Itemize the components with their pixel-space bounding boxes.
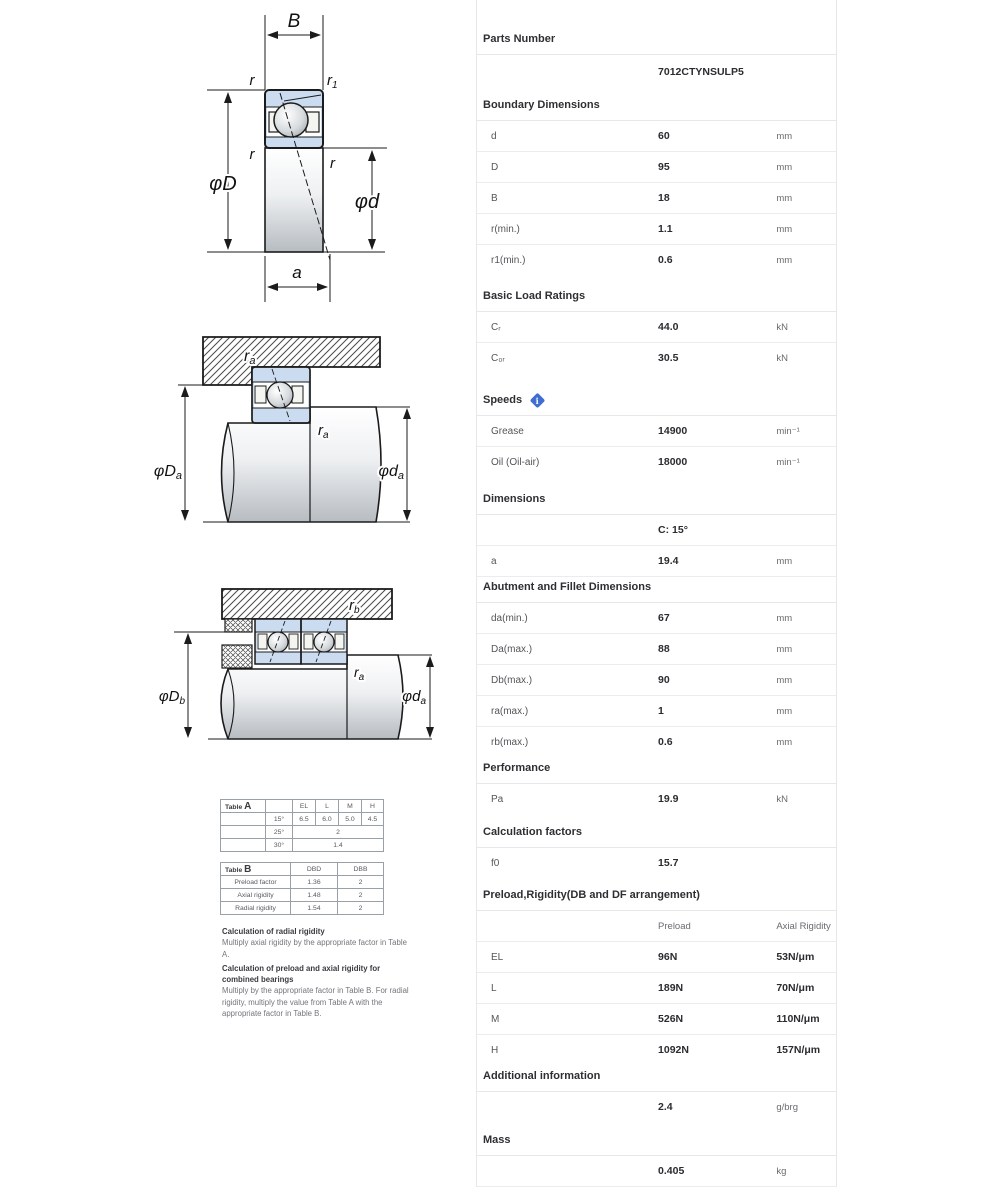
label-ra-shaft: $r_a$ <box>354 664 365 683</box>
section-basic-load-ratings: Basic Load Ratings <box>477 275 836 312</box>
label-phid: φd <box>354 191 380 213</box>
bearing-section <box>252 367 310 423</box>
note-body: Multiply axial rigidity by the appropriate factor in Table A. <box>222 938 407 959</box>
section-mass: Mass <box>477 1122 836 1156</box>
label-r-top-left: r <box>249 72 255 89</box>
rigidity-notes <box>222 926 410 1022</box>
section-dimensions: Dimensions <box>477 477 836 515</box>
table-row: D 95 mm <box>477 152 836 183</box>
table-row: f0 15.7 <box>491 857 679 869</box>
table-b-title: Table B <box>221 863 291 876</box>
label-r1-top-right: $r_1$ <box>327 72 338 91</box>
inner-spacer <box>222 645 252 668</box>
parts-number-row <box>477 55 836 88</box>
note-body: Multiply by the appropriate factor in Table B. For radial rigidity, multiply the value from Table A with the appropriate factor in Table B. <box>222 986 409 1019</box>
table-row: B 18 mm <box>477 183 836 214</box>
housing <box>222 589 392 619</box>
table-row: C₀ᵣ 30.5 kN <box>491 352 788 364</box>
table-row: d 60 mm <box>477 121 836 152</box>
info-icon[interactable]: i <box>530 392 546 408</box>
label-phiDa: φDa <box>153 463 182 482</box>
label-B: B <box>287 11 301 32</box>
ball <box>267 382 293 408</box>
label-r-mid-left: r <box>249 146 255 163</box>
part-number-value: 7012CTYNSULP5 <box>658 65 744 78</box>
table-row: da(min.) 67 mm <box>477 603 836 634</box>
table-row: Da(max.) 88 mm <box>477 634 836 665</box>
outer-spacer <box>225 619 252 632</box>
table-row: rb(max.) 0.6 mm <box>491 736 793 748</box>
table-row: EL 96N 53N/μm <box>477 942 836 973</box>
table-row: r(min.) 1.1 mm <box>477 214 836 245</box>
table-row: H 1092N 157N/μm <box>491 1044 821 1056</box>
duplex-mounting-diagram <box>148 575 488 775</box>
section-speeds: Speeds i <box>477 373 836 416</box>
table-row: M 526N 110N/μm <box>477 1004 836 1035</box>
note-heading: Calculation of radial rigidity <box>222 927 325 936</box>
table-row: Pa 19.9 kN <box>491 793 788 805</box>
section-additional-information: Additional information <box>477 1065 836 1092</box>
preload-header-row: Preload Axial Rigidity <box>477 911 836 942</box>
spec-panel <box>476 0 837 1187</box>
note-heading: Calculation of preload and axial rigidity for combined bearings <box>222 963 381 985</box>
table-row: Grease 14900 min⁻¹ <box>477 416 836 447</box>
section-performance: Performance <box>477 757 836 784</box>
bearing-cross-section-diagram <box>160 10 470 310</box>
table-row: Cᵣ 44.0 kN <box>477 312 836 343</box>
bearing-section <box>265 90 323 148</box>
ball <box>268 632 288 652</box>
label-phiD: φD <box>209 173 237 195</box>
table-row: 0.405 kg <box>477 1156 836 1187</box>
section-parts-number: Parts Number <box>477 0 836 55</box>
ball <box>274 103 308 137</box>
label-ra-housing: ra <box>244 348 256 367</box>
bearing-pair <box>255 619 347 664</box>
label-ra-shaft: $r_a$ <box>318 422 329 441</box>
single-mounting-diagram <box>148 328 478 538</box>
table-row: a 19.4 mm <box>477 546 836 577</box>
label-phida: φda <box>378 463 404 482</box>
table-a-title: Table A <box>221 800 266 813</box>
label-phiDb: $\varphi D_b$ <box>158 688 185 707</box>
label-phida: $\varphi d_a$ <box>402 688 426 707</box>
table-a: Table A EL L M H 15° 6.5 6.0 5.0 4.5 25° 2 30° 1.4 <box>220 799 384 852</box>
table-row: Oil (Oil-air) 18000 min⁻¹ <box>491 456 800 468</box>
table-row: C: 15° <box>477 515 836 546</box>
table-row: 2.4 g/brg <box>658 1101 798 1113</box>
section-boundary-dimensions: Boundary Dimensions <box>477 88 836 121</box>
section-calculation-factors: Calculation factors <box>477 814 836 848</box>
label-rb-housing: $r_b$ <box>349 597 360 616</box>
shaft <box>222 407 382 522</box>
label-r-mid-right: r <box>330 155 335 172</box>
section-preload-rigidity: Preload,Rigidity(DB and DF arrangement) <box>477 878 836 911</box>
table-row: Db(max.) 90 mm <box>477 665 836 696</box>
table-row: ra(max.) 1 mm <box>477 696 836 727</box>
label-a: a <box>292 263 302 282</box>
table-row: r1(min.) 0.6 mm <box>491 254 793 266</box>
table-b: Table B DBD DBB Preload factor 1.36 2 Axial rigidity 1.48 2 Radial rigidity 1.54 2 <box>220 862 384 915</box>
ball <box>314 632 334 652</box>
section-abutment: Abutment and Fillet Dimensions <box>477 577 836 603</box>
table-row: L 189N 70N/μm <box>477 973 836 1004</box>
